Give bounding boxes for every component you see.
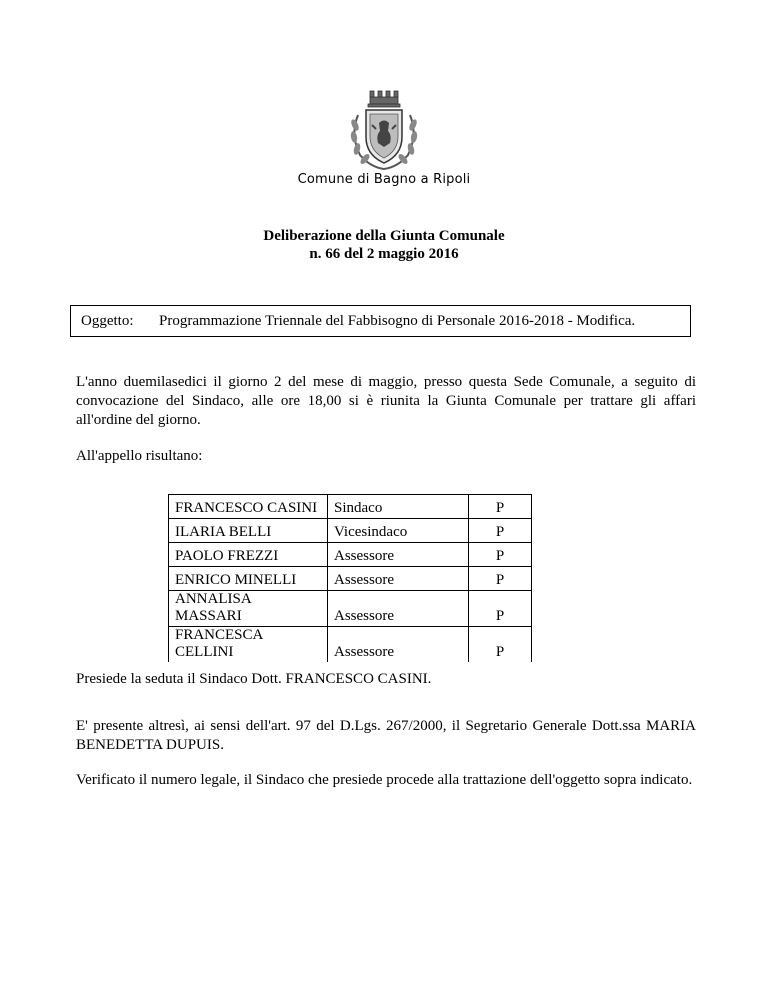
member-presence: P (469, 591, 532, 627)
intro-paragraph: L'anno duemilasedici il giorno 2 del mese di maggio, presso questa Sede Comunale, a seguito di convocazione del Sindaco, alle ore 18,00 si è riunita la Giunta Comunale per trattare gli affari all'ordine del giorno. (76, 374, 696, 428)
member-role: Assessore (328, 567, 469, 591)
oggetto-text: Programmazione Triennale del Fabbisogno di Personale 2016-2018 - Modifica. (159, 313, 636, 329)
member-name: FRANCESCO CASINI (169, 495, 328, 519)
presiede-paragraph: Presiede la seduta il Sindaco Dott. FRANCESCO CASINI. (76, 671, 432, 687)
deliberation-title (0, 227, 768, 263)
member-role: Assessore (328, 627, 469, 663)
table-row (169, 495, 532, 519)
member-role: Assessore (328, 591, 469, 627)
municipal-crest-icon (334, 85, 434, 175)
comune-name: Comune di Bagno a Ripoli (297, 172, 471, 187)
table-row (169, 543, 532, 567)
member-name: ENRICO MINELLI (169, 567, 328, 591)
table-row (169, 567, 532, 591)
verificato-paragraph: Verificato il numero legale, il Sindaco che presiede procede alla trattazione dell'oggetto sopra indicato. (76, 772, 693, 788)
table-row (169, 591, 532, 627)
presente-paragraph: E' presente altresì, ai sensi dell'art. 97 del D.Lgs. 267/2000, il Segretario Generale Dott.ssa MARIA BENEDETTA DUPUIS. (76, 718, 696, 753)
attendance-table (168, 494, 532, 662)
member-role: Vicesindaco (328, 519, 469, 543)
table-row (169, 627, 532, 663)
member-presence: P (469, 627, 532, 663)
member-name: PAOLO FREZZI (169, 543, 328, 567)
member-presence: P (469, 567, 532, 591)
title-line-1: Deliberazione della Giunta Comunale (263, 228, 505, 244)
appello-paragraph: All'appello risultano: (76, 448, 203, 464)
oggetto-label: Oggetto: (81, 313, 134, 329)
table-row (169, 519, 532, 543)
member-presence: P (469, 495, 532, 519)
member-presence: P (469, 519, 532, 543)
member-name: ILARIA BELLI (169, 519, 328, 543)
title-line-2: n. 66 del 2 maggio 2016 (309, 246, 459, 262)
member-name: FRANCESCA CELLINI (169, 627, 328, 663)
member-role: Assessore (328, 543, 469, 567)
member-name: ANNALISA MASSARI (169, 591, 328, 627)
member-presence: P (469, 543, 532, 567)
member-role: Sindaco (328, 495, 469, 519)
oggetto-box (70, 305, 691, 337)
